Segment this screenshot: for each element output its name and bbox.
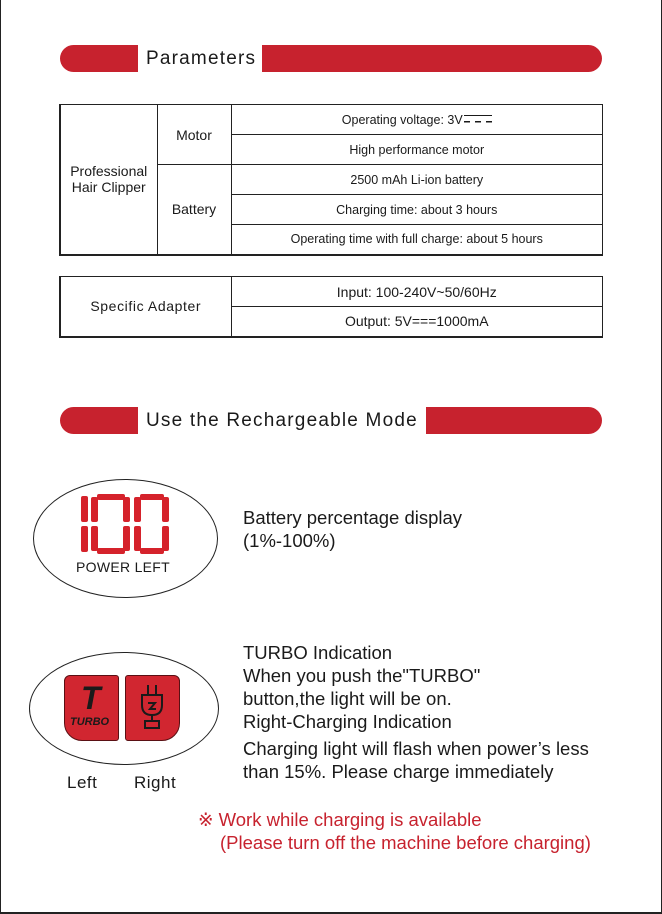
segment [162,526,169,551]
adapter-label: Specific Adapter [60,277,231,337]
motor-label: Motor [157,105,231,165]
rechargeable-title: Use the Rechargeable Mode [142,406,422,436]
battery-label: Battery [157,165,231,255]
segment [162,497,169,522]
note-line1: ※ Work while charging is available [198,809,482,830]
spec-row-battery: 2500 mAh Li-ion battery [231,165,603,195]
segment [123,526,130,551]
turbo-t-letter: T [81,680,101,716]
battery-desc-line1: Battery percentage display [243,507,463,528]
indication-line: TURBO Indication [243,642,393,663]
adapter-spec-table [59,276,603,338]
product-name-cell: Professional Hair Clipper [60,105,157,255]
dc-symbol [464,115,492,125]
turbo-indicator [64,675,119,741]
parameters-header [60,44,602,74]
spec-row-charging-time: Charging time: about 3 hours [231,195,603,225]
adapter-output: Output: 5V===1000mA [231,307,603,337]
segment [81,526,88,552]
header-bar-left [60,407,138,434]
segment [91,526,98,551]
clipper-spec-table [59,104,603,256]
segment [140,548,164,554]
adapter-input: Input: 100-240V~50/60Hz [231,277,603,307]
header-bar-left [60,45,138,72]
segment [91,497,98,522]
spec-row-operating-time: Operating time with full charge: about 5 hours [231,225,603,255]
indication-line: than 15%. Please charge immediately [243,761,554,782]
rechargeable-header [60,406,602,436]
buttons-oval [29,652,219,765]
spec-row-motor: High performance motor [231,135,603,165]
parameters-title: Parameters [142,44,260,74]
indication-line: Right-Charging Indication [243,711,452,732]
segment [97,548,125,554]
note-line2: (Please turn off the machine before charging) [220,832,591,853]
spec-row-voltage: Operating voltage: 3V [231,105,603,135]
segment [81,496,88,522]
battery-segment-display [77,494,169,554]
indication-line: Charging light will flash when power’s less [243,738,589,759]
header-bar-right [426,407,602,434]
plug-icon [125,675,180,741]
segment [97,494,125,500]
segment [134,497,141,522]
charging-indicator [125,675,180,741]
indication-line: button,the light will be on. [243,688,452,709]
segment [123,497,130,522]
turbo-word: TURBO [70,716,110,728]
segment [134,526,141,551]
left-label: Left [67,773,98,792]
segment [140,494,164,500]
battery-desc-line2: (1%-100%) [243,530,336,551]
indication-line: When you push the"TURBO" [243,665,481,686]
header-bar-right [262,45,602,72]
right-label: Right [134,773,177,792]
power-left-label: POWER LEFT [76,559,171,575]
